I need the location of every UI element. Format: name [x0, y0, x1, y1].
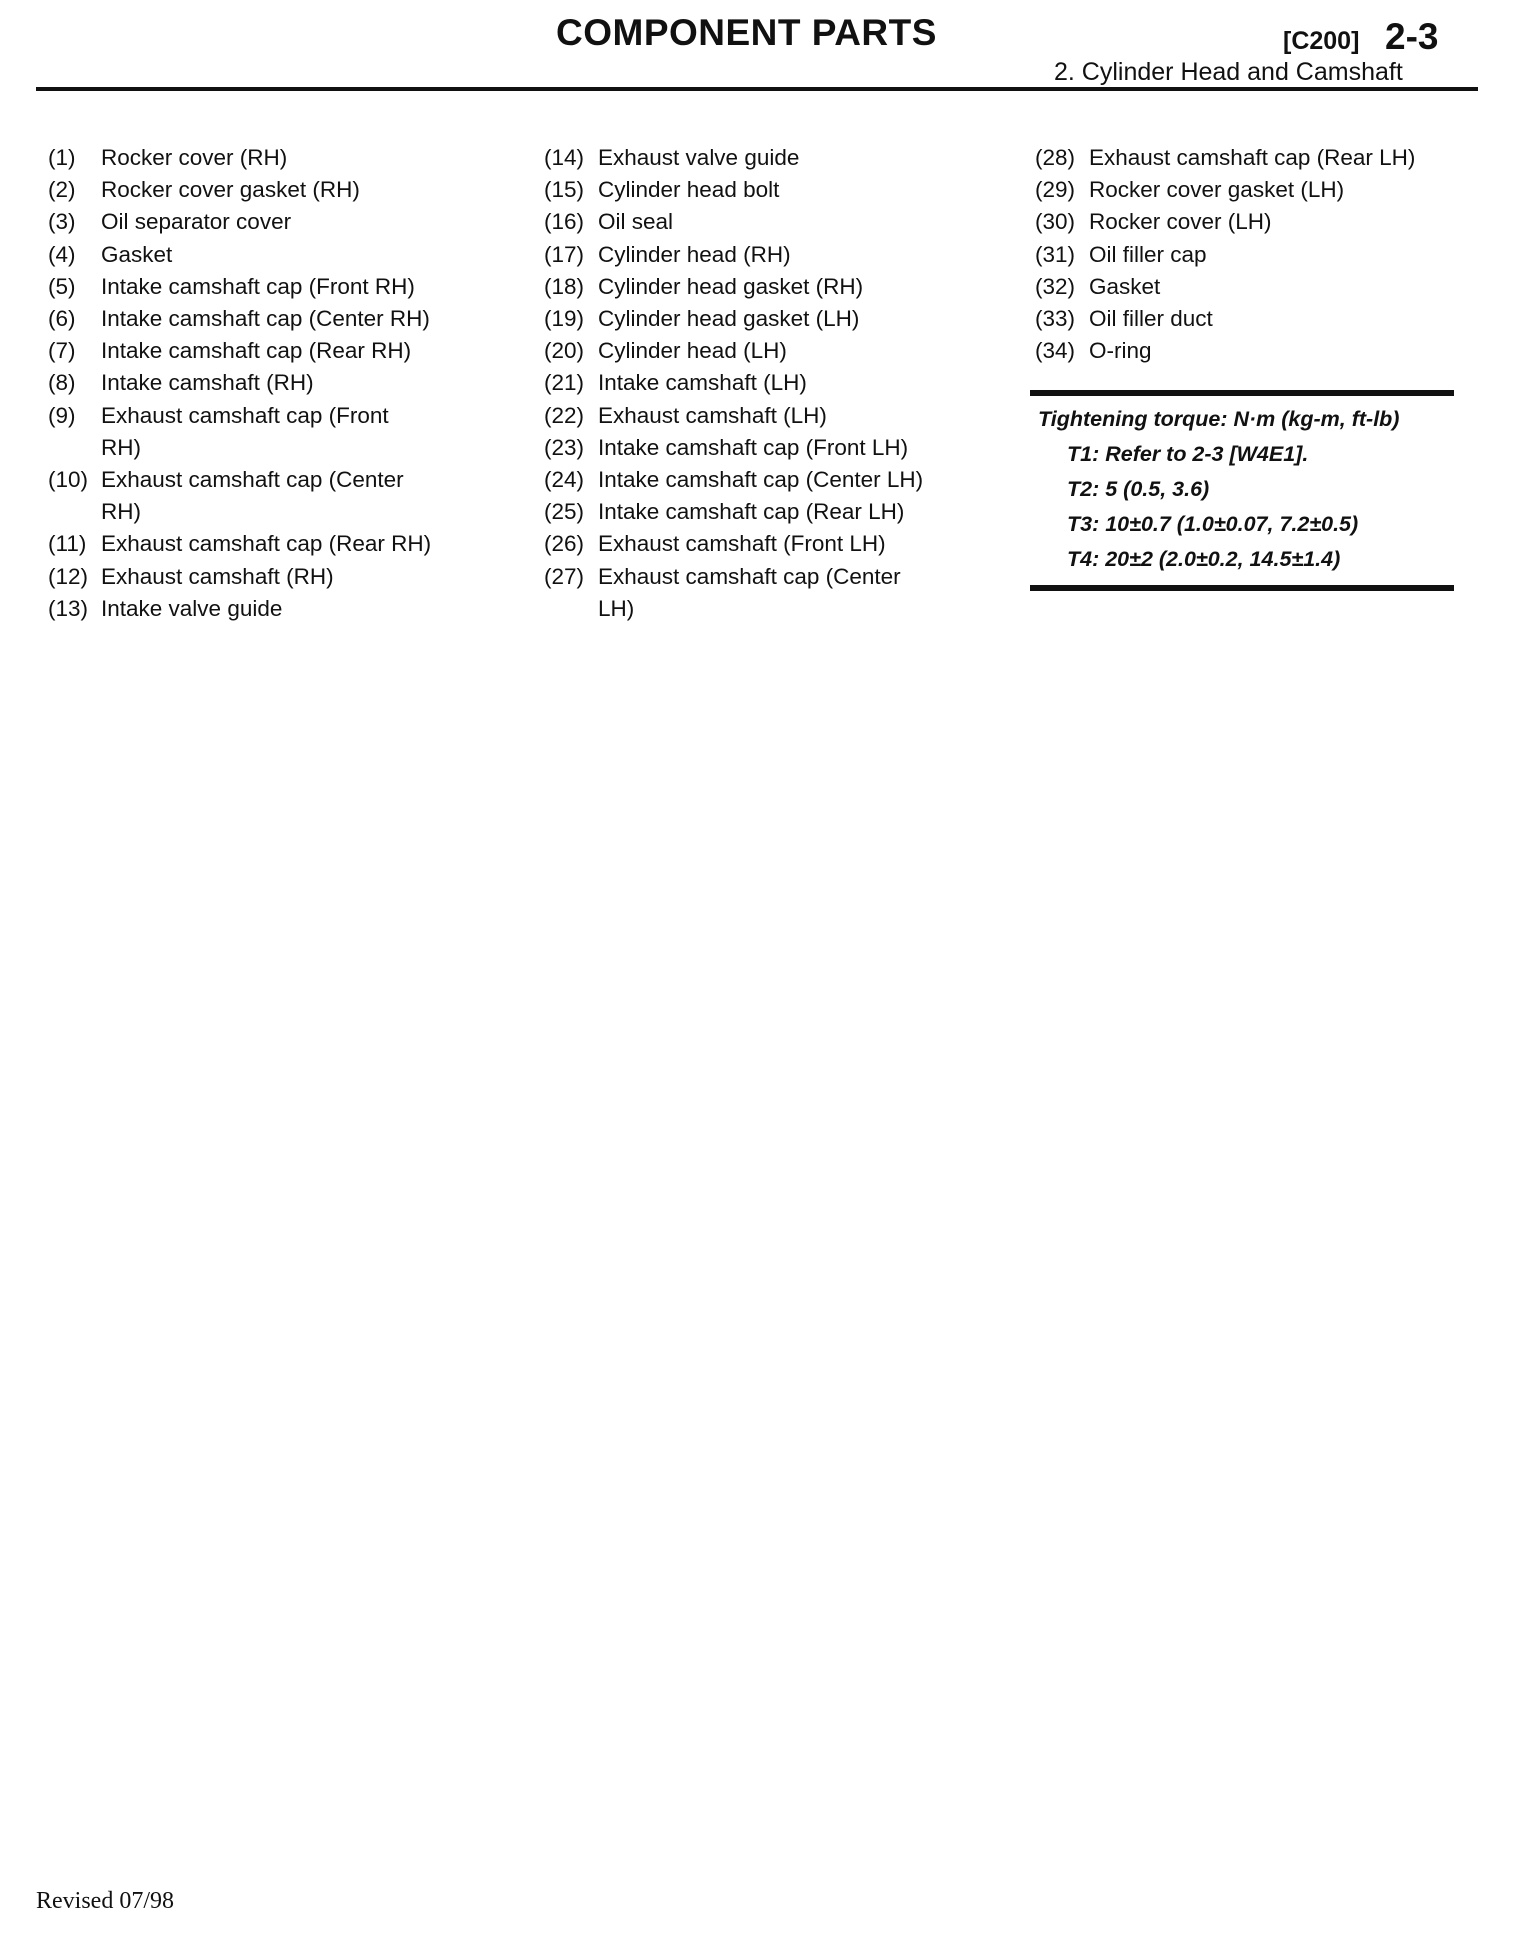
- part-name: Cylinder head (LH): [598, 338, 787, 364]
- section-code: [C200]: [1283, 27, 1360, 55]
- part-name: Exhaust camshaft cap (Rear LH): [1089, 145, 1416, 170]
- torque-spec-t3: T3: 10±0.7 (1.0±0.07, 7.2±0.5): [1067, 512, 1359, 536]
- part-number: (21): [544, 370, 585, 396]
- list-item: [544, 432, 984, 464]
- list-item: [48, 142, 488, 174]
- part-number: (18): [544, 273, 585, 299]
- list-item: [544, 174, 984, 206]
- part-name: Intake camshaft (RH): [101, 370, 314, 396]
- part-number: (3): [48, 209, 76, 235]
- part-name: Intake camshaft cap (Front RH): [101, 273, 415, 299]
- part-name: Cylinder head bolt: [598, 177, 780, 203]
- list-item: [544, 239, 984, 271]
- list-item: [1035, 142, 1475, 174]
- list-item: [544, 271, 984, 303]
- part-number: (7): [48, 338, 76, 364]
- list-item: [48, 528, 488, 560]
- part-number: (22): [544, 402, 585, 428]
- part-name: Gasket: [1089, 273, 1161, 299]
- part-name: Intake camshaft cap (Center RH): [101, 306, 430, 332]
- part-name: Exhaust valve guide: [598, 145, 800, 170]
- list-item: [1035, 206, 1475, 238]
- list-item: [1035, 239, 1475, 271]
- part-name: Oil seal: [598, 209, 674, 235]
- part-name: Rocker cover (LH): [1089, 209, 1272, 235]
- part-name: Exhaust camshaft cap (Front RH): [101, 402, 389, 460]
- header-divider: [36, 87, 1478, 91]
- list-item: [1035, 335, 1475, 367]
- part-number: (2): [48, 177, 76, 203]
- part-number: (28): [1035, 145, 1076, 170]
- part-number: (29): [1035, 177, 1076, 203]
- list-item: [48, 400, 488, 464]
- torque-heading: Tightening torque: N·m (kg-m, ft-lb): [1038, 407, 1400, 431]
- part-name: Intake camshaft cap (Front LH): [598, 434, 909, 460]
- part-name: Exhaust camshaft cap (Center LH): [598, 563, 901, 621]
- part-number: (11): [48, 531, 87, 557]
- section-title: 2. Cylinder Head and Camshaft: [1054, 58, 1403, 86]
- part-name: Cylinder head gasket (RH): [598, 273, 864, 299]
- list-item: [1035, 174, 1475, 206]
- part-name: Exhaust camshaft (Front LH): [598, 531, 886, 557]
- part-number: (15): [544, 177, 585, 203]
- part-number: (33): [1035, 306, 1076, 332]
- list-item: [48, 367, 488, 399]
- part-number: (9): [48, 402, 76, 428]
- part-number: (4): [48, 241, 76, 267]
- list-item: [544, 142, 984, 174]
- list-item: [544, 303, 984, 335]
- part-number: (10): [48, 467, 89, 493]
- page-title: COMPONENT PARTS: [556, 12, 937, 53]
- revision-note: Revised 07/98: [36, 1888, 174, 1914]
- part-number: (13): [48, 595, 89, 621]
- part-number: (23): [544, 434, 585, 460]
- part-name: Intake camshaft cap (Rear RH): [101, 338, 412, 364]
- list-item: [544, 496, 984, 528]
- list-item: [1035, 303, 1475, 335]
- list-item: [544, 528, 984, 560]
- list-item: [48, 239, 488, 271]
- part-number: (1): [48, 145, 76, 170]
- parts-list-column-3: [1035, 142, 1475, 367]
- part-name: Rocker cover gasket (LH): [1089, 177, 1345, 203]
- part-name: Rocker cover gasket (RH): [101, 177, 360, 203]
- part-number: (19): [544, 306, 585, 332]
- part-name: Intake camshaft cap (Center LH): [598, 467, 924, 493]
- part-name: Rocker cover (RH): [101, 145, 288, 170]
- list-item: [48, 271, 488, 303]
- part-number: (27): [544, 563, 585, 589]
- part-name: Intake camshaft (LH): [598, 370, 807, 396]
- list-item: [544, 367, 984, 399]
- part-number: (32): [1035, 273, 1076, 299]
- part-number: (26): [544, 531, 585, 557]
- part-name: Intake camshaft cap (Rear LH): [598, 499, 905, 525]
- list-item: [48, 335, 488, 367]
- page-number: 2-3: [1385, 16, 1439, 57]
- part-number: (12): [48, 563, 89, 589]
- part-name: Exhaust camshaft (LH): [598, 402, 827, 428]
- part-name: O-ring: [1089, 338, 1152, 364]
- parts-list-column-1: [48, 142, 488, 625]
- part-number: (34): [1035, 338, 1076, 364]
- part-number: (5): [48, 273, 76, 299]
- list-item: [48, 593, 488, 625]
- part-name: Exhaust camshaft cap (Center RH): [101, 467, 404, 525]
- part-number: (14): [544, 145, 585, 170]
- parts-list-column-2: [544, 142, 984, 625]
- part-name: Intake valve guide: [101, 595, 283, 621]
- list-item: [544, 561, 984, 625]
- list-item: [48, 464, 488, 528]
- tightening-torque-box: [1030, 390, 1454, 591]
- torque-spec-t1: T1: Refer to 2-3 [W4E1].: [1067, 442, 1309, 466]
- part-number: (17): [544, 241, 585, 267]
- list-item: [1035, 271, 1475, 303]
- part-name: Cylinder head (RH): [598, 241, 791, 267]
- part-name: Exhaust camshaft cap (Rear RH): [101, 531, 432, 557]
- list-item: [544, 206, 984, 238]
- list-item: [544, 464, 984, 496]
- part-number: (6): [48, 306, 76, 332]
- part-number: (31): [1035, 241, 1076, 267]
- list-item: [48, 561, 488, 593]
- torque-spec-t4: T4: 20±2 (2.0±0.2, 14.5±1.4): [1067, 547, 1341, 571]
- part-number: (8): [48, 370, 76, 396]
- part-number: (24): [544, 467, 585, 493]
- part-name: Oil separator cover: [101, 209, 292, 235]
- part-name: Exhaust camshaft (RH): [101, 563, 334, 589]
- part-name: Gasket: [101, 241, 173, 267]
- part-name: Cylinder head gasket (LH): [598, 306, 860, 332]
- torque-spec-t2: T2: 5 (0.5, 3.6): [1067, 477, 1210, 501]
- part-name: Oil filler cap: [1089, 241, 1207, 267]
- list-item: [48, 174, 488, 206]
- list-item: [48, 206, 488, 238]
- part-number: (30): [1035, 209, 1076, 235]
- part-number: (20): [544, 338, 585, 364]
- list-item: [48, 303, 488, 335]
- list-item: [544, 400, 984, 432]
- part-number: (16): [544, 209, 585, 235]
- part-name: Oil filler duct: [1089, 306, 1213, 332]
- list-item: [544, 335, 984, 367]
- part-number: (25): [544, 499, 585, 525]
